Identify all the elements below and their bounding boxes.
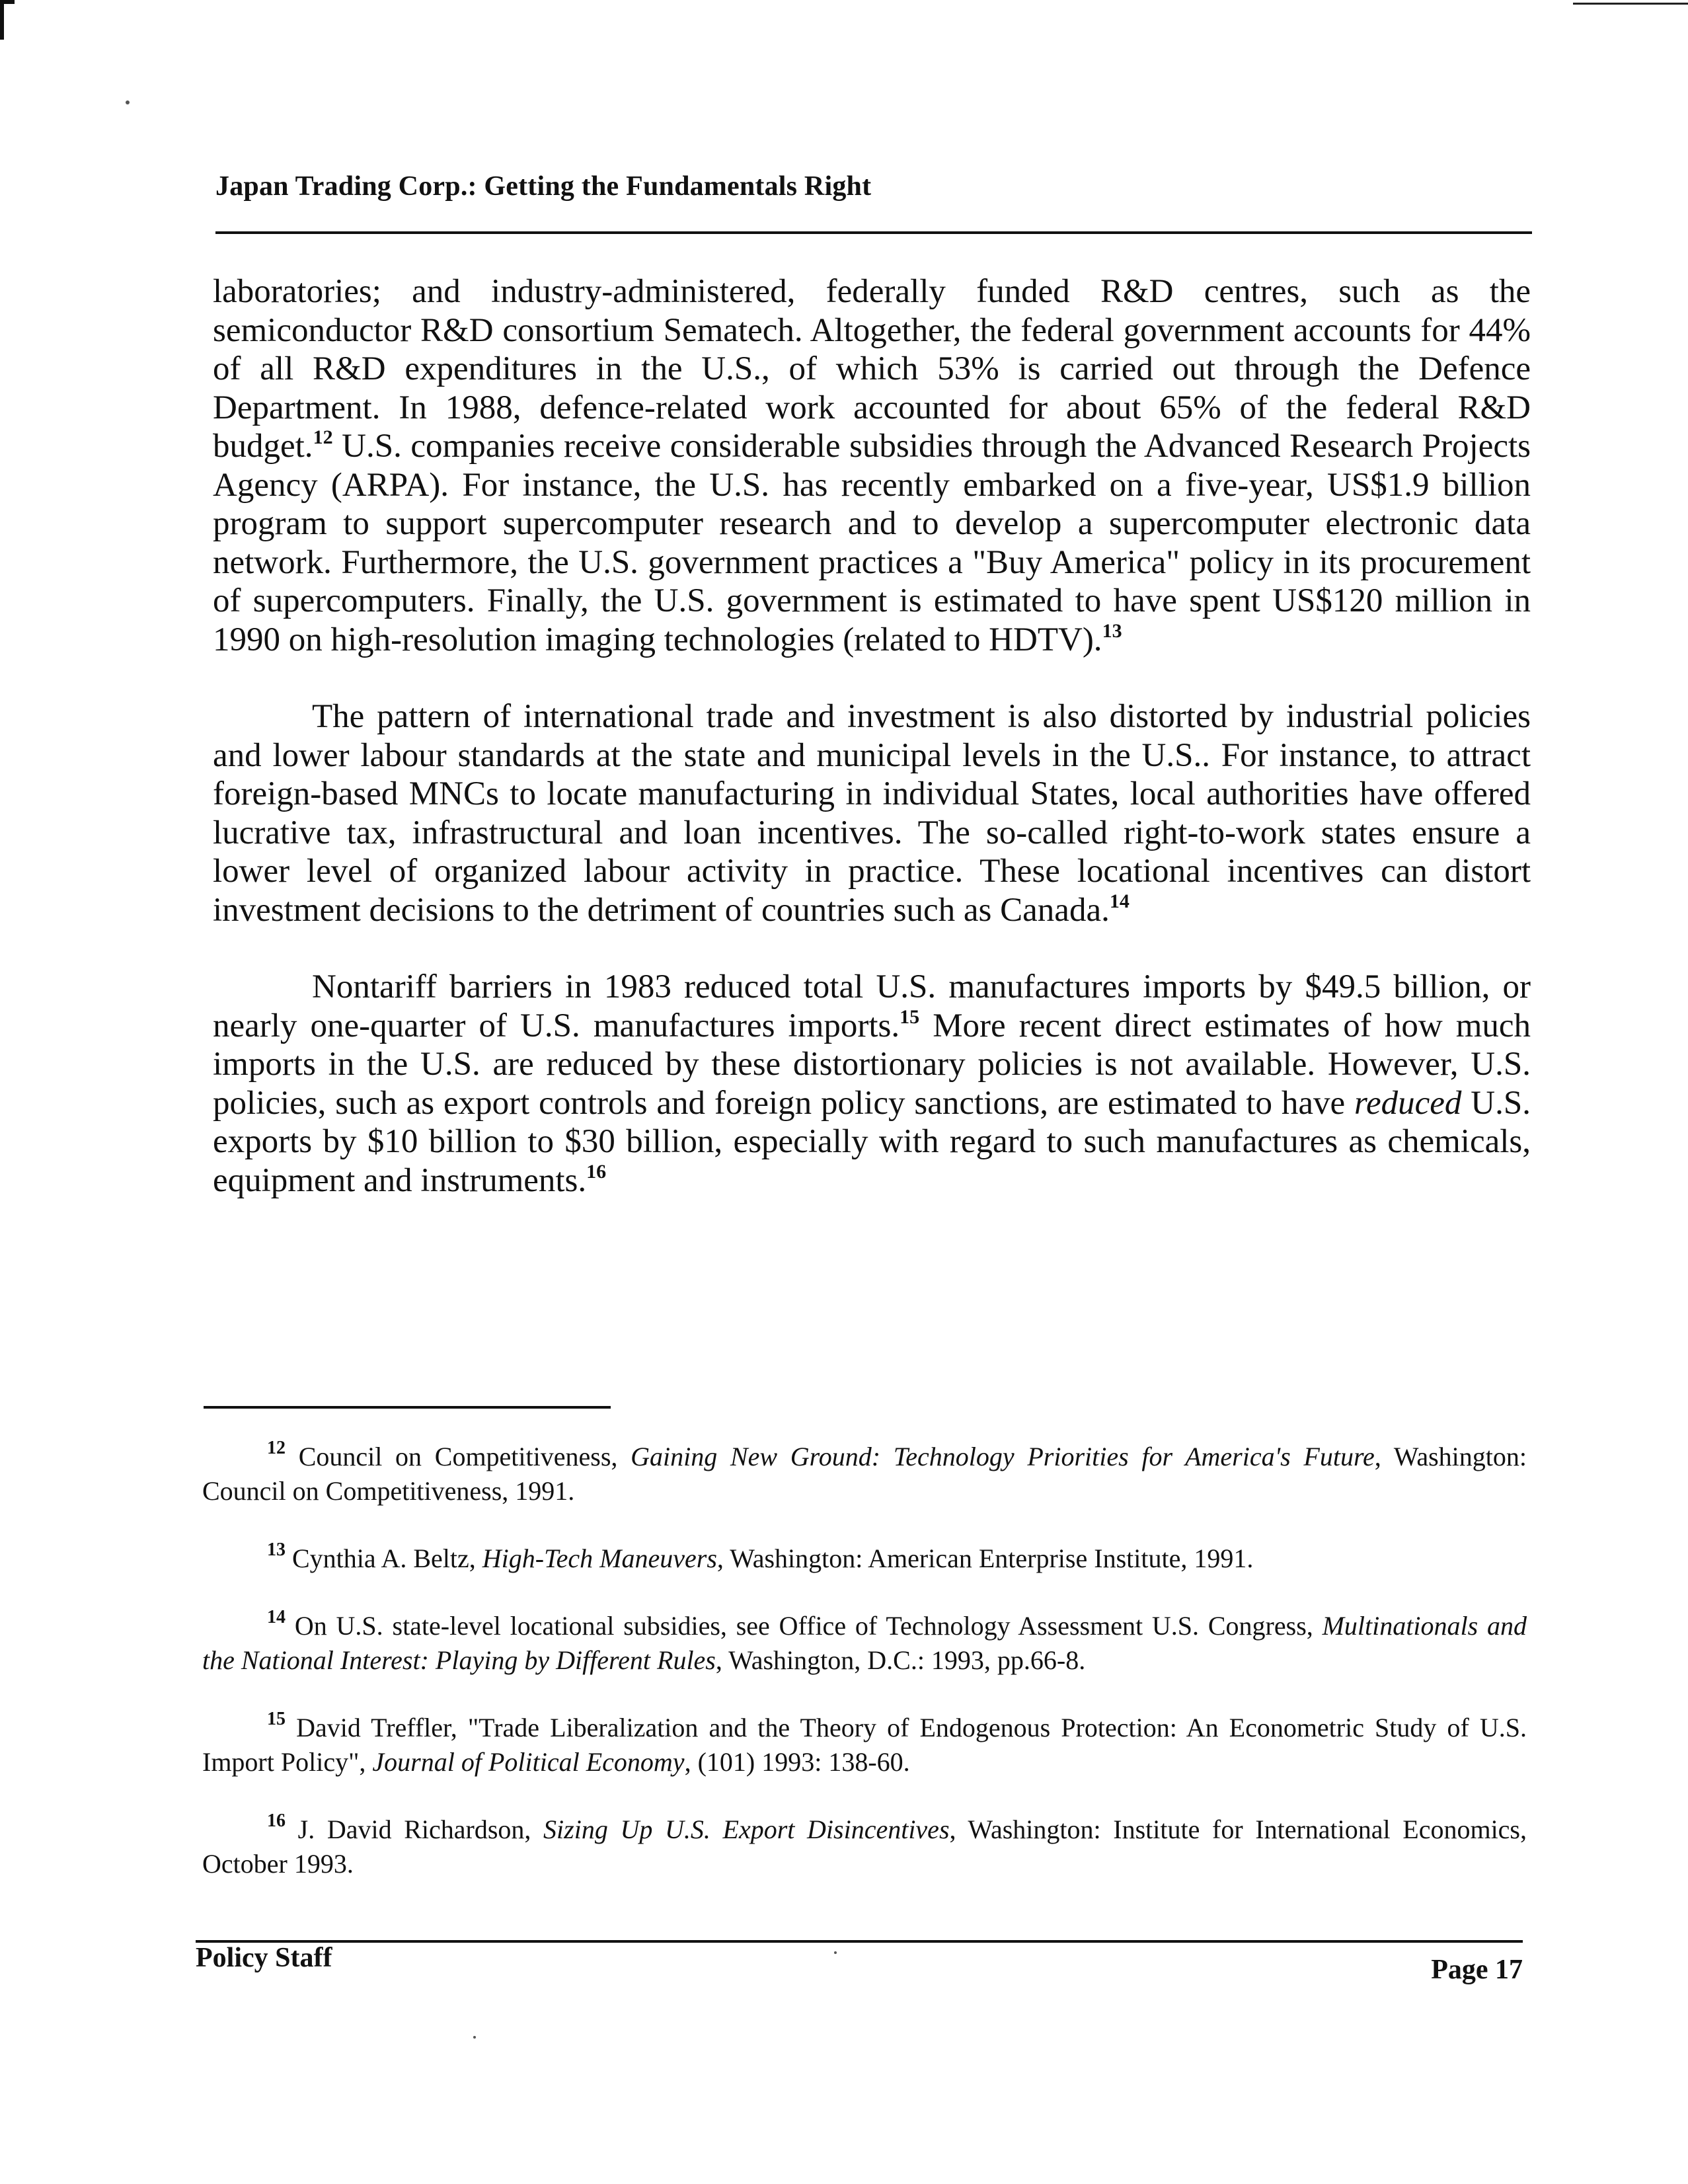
footnote-number: 16 [267,1811,286,1831]
scan-speck [126,100,130,104]
paragraph-3-text-b: More recent direct estimates of how much imports in the U.S. are reduced by these distortionary policies is not available. However, U.S. policies, such as export controls and foreign policy sanctions, are estimated to have [213,1007,1531,1122]
footnote-12 [202,1440,1527,1508]
paragraph-3-emphasis: reduced [1354,1084,1462,1122]
running-header: Japan Trading Corp.: Getting the Fundamentals Right [215,171,872,202]
footnote-15 [202,1711,1527,1779]
footnote-text: , Washington: American Enterprise Institute, 1991. [716,1543,1254,1573]
paragraph-1 [213,272,1531,659]
footnote-text: J. David Richardson, [286,1814,544,1844]
scan-corner-mark [0,0,15,40]
scan-speck [473,2036,476,2039]
paragraph-2-text: The pattern of international trade and investment is also distorted by industrial policies and lower labour standards at the state and municipal levels in the U.S.. For instance, to attract foreign-based MNCs to locate manufacturing in individual States, local authorities have offered lucrative tax, infrastructural and loan incentives. The so-called right-to-work states ensure a lower level of organized labour activity in practice. These locational incentives can distort investment decisions to the detriment of countries such as Canada. [213,698,1531,929]
body-text [213,272,1531,1238]
footnote-number: 13 [267,1540,286,1560]
footnote-number: 12 [267,1438,286,1458]
footnote-title: Multinationals and the National Interest: Playing by Different Rules [202,1611,1527,1675]
footnote-title: Sizing Up U.S. Export Disincentives [543,1814,950,1844]
footnote-text: David Treffler, "Trade Liberalization and the Theory of Endogenous Protection: An Econometric Study of U.S. Import Policy", [202,1713,1527,1777]
footnote-text: , (101) 1993: 138-60. [684,1747,910,1777]
paragraph-3 [213,968,1531,1200]
page-number: Page 17 [1431,1955,1523,1985]
scan-speck [834,1951,837,1954]
footnote-text: , Washington, D.C.: 1993, pp.66-8. [715,1645,1086,1675]
footer-organization: Policy Staff [196,1943,332,1973]
footnote-ref-14[interactable]: 14 [1109,890,1130,912]
footnote-number: 14 [267,1607,286,1627]
paragraph-3-text-c: U.S. exports by $10 billion to $30 billion, especially with regard to such manufactures as chemicals, equipment and instruments. [213,1084,1531,1199]
footnote-text: , Washington: Institute for International Economics, October 1993. [202,1814,1527,1879]
footnote-ref-12[interactable]: 12 [313,426,333,448]
footnote-ref-16[interactable]: 16 [586,1160,607,1183]
footnote-title: Gaining New Ground: Technology Priorities for America's Future [631,1442,1375,1471]
paragraph-1-text-b: U.S. companies receive considerable subsidies through the Advanced Research Projects Agency (ARPA). For instance, the U.S. has recently embarked on a five-year, US$1.9 billion program to support supercomputer research and to develop a supercomputer electronic data network. Furthermore, the U.S. government practices a "Buy America" policy in its procurement of supercomputers. Finally, the U.S. government is estimated to have spent US$120 million in 1990 on high-resolution imaging technologies (related to HDTV). [213,428,1531,658]
footnote-title: High-Tech Maneuvers [482,1543,717,1573]
paragraph-2 [213,697,1531,929]
footnote-13 [202,1541,1527,1576]
footnote-ref-13[interactable]: 13 [1102,619,1122,642]
footnote-separator [204,1406,611,1409]
scan-edge-line [1573,3,1688,5]
footnote-text: On U.S. state-level locational subsidies, see Office of Technology Assessment U.S. Congress, [286,1611,1323,1641]
footnote-title: Journal of Political Economy [372,1747,685,1777]
footnotes [202,1440,1527,1914]
paragraph-3-text-a: Nontariff barriers in 1983 reduced total U.S. manufactures imports by $49.5 billion, or nearly one-quarter of U.S. manufactures imports. [213,968,1531,1044]
footnote-text: Council on Competitiveness, [286,1442,631,1471]
header-rule [215,231,1532,234]
footnote-16 [202,1813,1527,1881]
footnote-number: 15 [267,1709,286,1729]
footnote-14 [202,1609,1527,1678]
paragraph-1-text-a: laboratories; and industry-administered, federally funded R&D centres, such as the semiconductor R&D consortium Sematech. Altogether, the federal government accounts for 44% of all R&D expenditures in the U.S., of which 53% is carried out through the Defence Department. In 1988, defence-related work accounted for about 65% of the federal R&D budget. [213,273,1531,465]
footnote-text: , Washington: Council on Competitiveness, 1991. [202,1442,1527,1506]
footnote-ref-15[interactable]: 15 [900,1005,920,1028]
footnote-text: Cynthia A. Beltz, [286,1543,482,1573]
footer-rule [196,1940,1523,1943]
